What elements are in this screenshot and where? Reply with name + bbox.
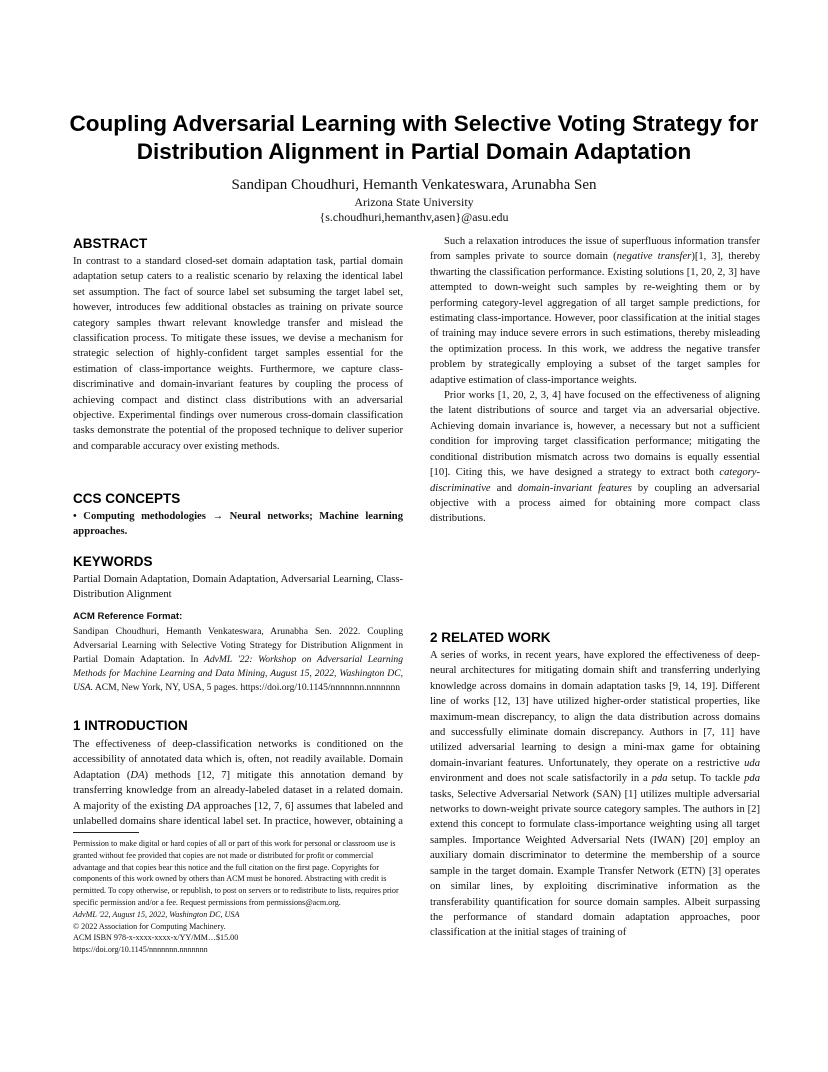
- footnote-rule: [73, 832, 139, 833]
- introduction-paragraph-1: The effectiveness of deep-classification networks is conditioned on the accessibility of annotated data which is, often, not readily available. Domain Adaptation (DA) methods [12, 7] mitigate this annotation demand by transferring knowledge from an already-labeled dataset in a related domain. A majority of the existing DA approaches [12, 7, 6] assumes that labeled and unlabelled domains share identical label set. In practice, however, obtaining a: [73, 739, 403, 828]
- footnote-isbn: ACM ISBN 978-x-xxxx-xxxx-x/YY/MM…$15.00: [73, 933, 239, 943]
- introduction-paragraph-2: Such a relaxation introduces the issue of superfluous information transfer from samples private to source domain (negative transfer)[1, 3], thereby thwarting the classification performance. Existing solutions [1, 20, 2, 3] have attempted to down-weight such samples by re-weighting them or by performing category-level aggregation of all target sample predictions, for estimating class-importance. However, poor classification at the initial stages of training may induce severe errors in such estimations, thereby misleading the optimization process. In this work, we address the negative transfer problem by strategically employing a subset of the target samples for adaptive estimation of class-importance weights.: [430, 236, 760, 386]
- title-line-1: Coupling Adversarial Learning with Selective Voting Strategy for: [69, 111, 759, 136]
- email: {s.choudhuri,hemanthv,asen}@asu.edu: [319, 210, 509, 224]
- permission-notice: Permission to make digital or hard copies of all or part of this work for personal or classroom use is granted without fee provided that copies are not made or distributed for profit or commercial advantage and that copies bear this notice and the full citation on the first page. Copyrights for components of this work owned by others than ACM must be honored. Abstracting with credit is permitted. To copy otherwise, or republish, to post on servers or to redistribute to lists, requires prior specific permission and/or a fee. Request permissions from permissions@acm.org.: [73, 839, 399, 907]
- acm-reference-heading: ACM Reference Format:: [73, 611, 183, 622]
- ccs-heading: CCS CONCEPTS: [73, 491, 181, 506]
- related-work-text: A series of works, in recent years, have explored the effectiveness of deep-neural architectures for mitigating domain shift and transferring underlying knowledge across domains in domain adaptation tasks [9, 14, 19]. Different line of works [12, 13] have utilized higher-order statistical properties, like maximum-mean discrepancy, to align the data distribution across domains and successfully eliminate domain discrepancy. Authors in [7, 11] have utilized adversarial learning to design a mini-max game for obtaining domain-invariant features. Unfortunately, they operate on a restrictive uda environment and does not scale satisfactorily in a pda setup. To tackle pda tasks, Selective Adversarial Network (SAN) [1] utilizes multiple adversarial networks to down-weight private source category samples. The authors in [2] extend this concept to formulate class-importance weighting using all target samples. Importance Weighted Adversarial Nets (IWAN) [20] employ an auxiliary domain discriminator to determine the membership of a source sample in the target domain. Example Transfer Network (ETN) [3] operates on similar lines, by exploiting discriminative information as the transferability quantification for source domain samples. Albeit surpassing the performance of standard domain adaptation approaches, poor classification at the initial stages of training of: [430, 650, 760, 939]
- footnote-venue: AdvML '22, August 15, 2022, Washington DC, USA: [73, 909, 240, 919]
- acm-reference-venue: AdvML '22: Workshop on Adversarial Learning Methods for Machine Learning and Data Mining, August 15, 2022, Washington DC, USA.: [73, 653, 403, 693]
- footnote-copyright: © 2022 Association for Computing Machinery.: [73, 921, 226, 931]
- ccs-text: • Computing methodologies → Neural networks; Machine learning approaches.: [73, 511, 403, 538]
- authors: Sandipan Choudhuri, Hemanth Venkateswara, Arunabha Sen: [231, 177, 597, 193]
- footnote-doi: https://doi.org/10.1145/nnnnnnn.nnnnnnn: [73, 945, 208, 955]
- introduction-continued: [430, 234, 760, 626]
- affiliation: Arizona State University: [354, 195, 474, 209]
- related-work-heading: 2 RELATED WORK: [430, 630, 551, 645]
- keywords-heading: KEYWORDS: [73, 554, 153, 569]
- copyright-footnote: [73, 838, 403, 956]
- introduction-heading: 1 INTRODUCTION: [73, 718, 188, 733]
- abstract-text: In contrast to a standard closed-set domain adaptation task, partial domain adaptation setup caters to a realistic scenario by relaxing the identical label set assumption. The fact of source label set subsuming the target label set, however, introduces few additional obstacles as training on private source category samples thwart relevant knowledge transfer and mislead the classification process. To mitigate these issues, we devise a mechanism for strategic selection of highly-confident target samples essential for the estimation of class-importance weights. Furthermore, we capture class-discriminative and domain-invariant features by coupling the process of achieving compact and distinct class distributions with an adversarial objective. Experimental findings over numerous cross-domain classification tasks demonstrate the potential of the proposed technique to deliver superior and comparable accuracy over existing methods.: [73, 256, 403, 452]
- abstract-heading: ABSTRACT: [73, 236, 148, 251]
- introduction-paragraph-3: Prior works [1, 20, 2, 3, 4] have focused on the effectiveness of aligning the latent distributions of source and target via an adversarial objective. Achieving domain invariance is, however, a necessary but not a sufficient condition for improving target classification performance; mitigating the conditional distribution mismatch across two domains is equally essential [10]. Citing this, we have designed a strategy to extract both category-discriminative and domain-invariant features by coupling an adversarial objective with a process aimed for obtaining more compact class distributions.: [430, 390, 760, 525]
- title-line-2: Distribution Alignment in Partial Domain Adaptation: [136, 139, 692, 164]
- paper-title: [40, 110, 788, 166]
- keywords-text: Partial Domain Adaptation, Domain Adaptation, Adversarial Learning, Class-Distribution Alignment: [73, 574, 403, 601]
- acm-reference-text: Sandipan Choudhuri, Hemanth Venkateswara, Arunabha Sen. 2022. Coupling Adversarial Learning with Selective Voting Strategy for Distribution Alignment in Partial Domain Adaptation. In AdvML '22: Workshop on Adversarial Learning Methods for Machine Learning and Data Mining, August 15, 2022, Washington DC, USA. ACM, New York, NY, USA, 5 pages. https://doi.org/10.1145/nnnnnnn.nnnnnnn: [73, 626, 403, 693]
